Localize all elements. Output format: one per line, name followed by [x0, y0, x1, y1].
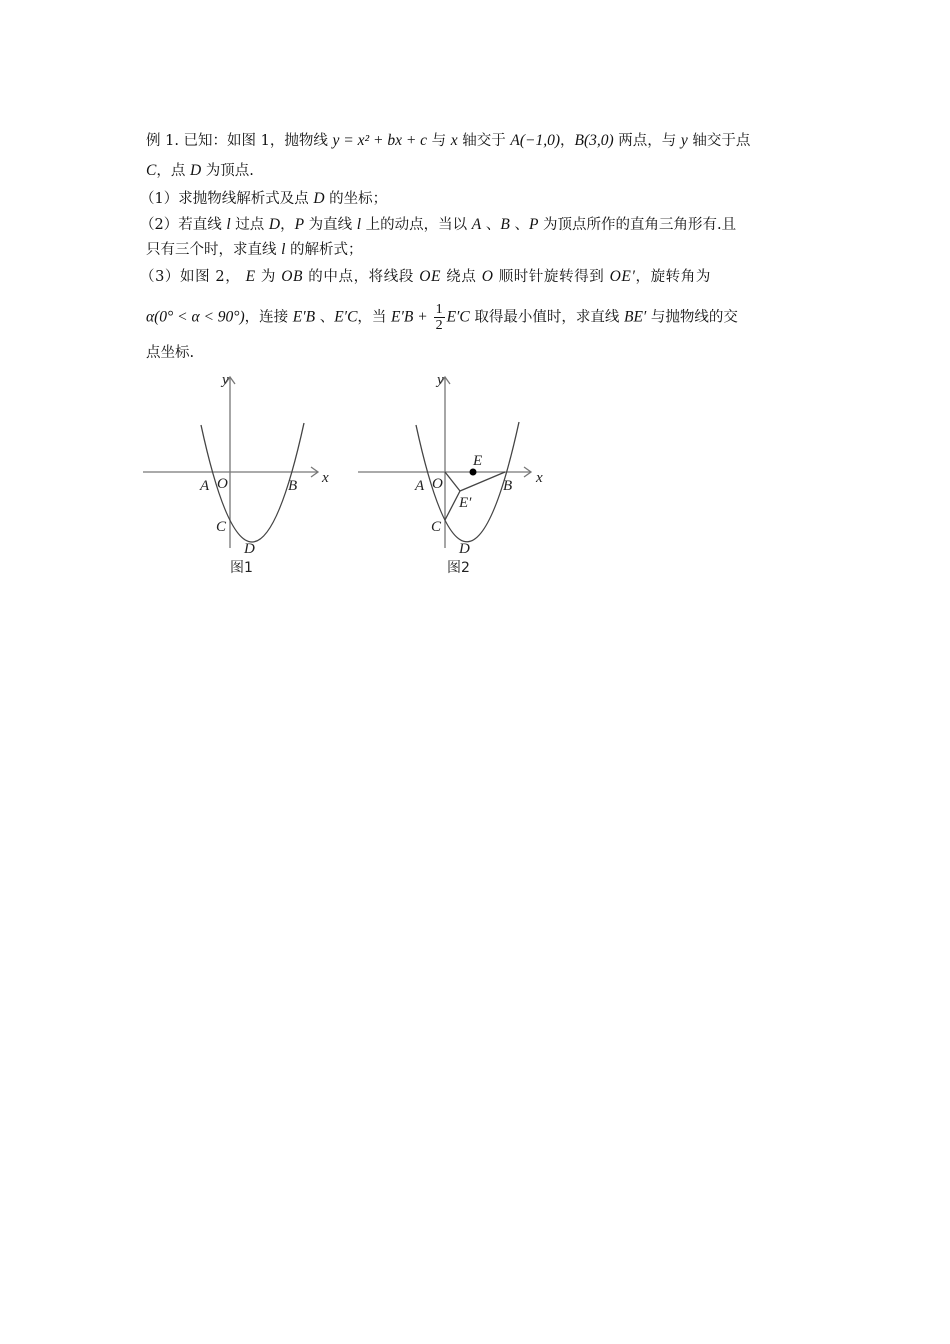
label-x: x — [536, 470, 543, 486]
var-y: y — [680, 132, 688, 149]
numerator: 1 — [435, 302, 443, 317]
text: 、 — [481, 217, 501, 233]
text: （1）求抛物线解析式及点 — [140, 191, 314, 207]
text: 、 — [315, 309, 335, 326]
label-o: O — [432, 476, 443, 492]
label-b: B — [288, 478, 298, 494]
text: 两点，与 — [613, 133, 681, 149]
var-l: l — [226, 216, 231, 233]
angle-range: α(0° < α < 90°) — [146, 308, 245, 326]
point-b-coords: B(3,0) — [574, 132, 614, 149]
var-o: O — [481, 268, 494, 285]
text: 为顶点. — [201, 163, 254, 179]
text: 只有三个时，求直线 — [146, 242, 282, 258]
point-e-dot — [470, 469, 477, 476]
var-c: C — [146, 162, 157, 179]
text: 点坐标. — [146, 345, 195, 361]
label-c: C — [431, 519, 442, 535]
text: 的解析式； — [285, 242, 363, 258]
label-b: B — [503, 478, 513, 494]
segment-ep-c: E′C — [334, 308, 358, 326]
var-e: E — [245, 268, 256, 285]
parabola-equation: y = x² + bx + c — [332, 132, 428, 149]
text: 取得最小值时，求直线 — [469, 309, 624, 326]
construction-lines — [445, 472, 505, 520]
label-y: y — [437, 372, 444, 388]
text: 为 — [255, 269, 282, 285]
figure-1-caption: 图1 — [230, 560, 253, 576]
figure-2-graph — [358, 377, 531, 548]
label-d: D — [244, 541, 255, 557]
var-l: l — [281, 241, 286, 258]
var-d: D — [189, 162, 202, 179]
text: ，连接 — [244, 309, 293, 326]
segment-ep-b: E′B — [292, 308, 316, 326]
label-c: C — [216, 519, 227, 535]
var-b: B — [500, 216, 510, 233]
text: 与抛物线的交 — [646, 309, 738, 326]
label-e-prime: E′ — [459, 495, 472, 511]
line-be-prime: BE′ — [624, 308, 647, 326]
text: 过点 — [230, 217, 269, 233]
problem-intro-text: 例 1. 已知：如图 1，抛物线 — [146, 133, 333, 149]
var-x: x — [450, 132, 458, 149]
text: ，旋转角为 — [635, 269, 711, 285]
text: 的坐标； — [324, 191, 388, 207]
var-d: D — [268, 216, 281, 233]
text: ， — [280, 217, 295, 233]
label-x: x — [322, 470, 329, 486]
var-d: D — [313, 190, 325, 207]
text: 为顶点所作的直角三角形有.且 — [538, 217, 737, 233]
expression-part: E′B + — [391, 308, 432, 326]
figure-2-caption: 图2 — [447, 560, 470, 576]
text: ，当 — [357, 309, 392, 326]
label-a: A — [200, 478, 210, 494]
label-d: D — [459, 541, 470, 557]
label-o: O — [217, 476, 228, 492]
text: 轴交于 — [457, 133, 511, 149]
var-a: A — [471, 216, 482, 233]
var-l: l — [356, 216, 362, 233]
var-p: P — [294, 216, 305, 233]
label-e: E — [473, 453, 483, 469]
text: 的中点，将线段 — [303, 269, 420, 285]
point-a-coords: A(−1,0) — [510, 132, 561, 149]
text: 为直线 — [304, 217, 357, 233]
expression-part: E′C — [446, 308, 470, 326]
var-p: P — [528, 216, 539, 233]
text: 与 — [427, 133, 451, 149]
segment-oe-prime: OE′ — [609, 268, 636, 285]
text: 绕点 — [441, 269, 482, 285]
denominator: 2 — [435, 318, 443, 333]
text: 轴交于点 — [687, 133, 751, 149]
segment-o-eprime — [445, 472, 460, 491]
segment-oe: OE — [419, 268, 442, 285]
text: （2）若直线 — [140, 217, 227, 233]
text: 顺时针旋转得到 — [493, 269, 610, 285]
label-y: y — [222, 372, 229, 388]
text: （3）如图 2， — [140, 269, 246, 285]
text: 上的动点，当以 — [361, 217, 472, 233]
segment-eprime-c — [445, 491, 460, 520]
segment-eprime-b — [460, 472, 505, 491]
text: 、 — [509, 217, 529, 233]
label-a: A — [415, 478, 425, 494]
segment-ob: OB — [281, 268, 304, 285]
figure-1 — [0, 0, 950, 600]
text: ， — [560, 133, 575, 149]
text: ，点 — [156, 163, 190, 179]
